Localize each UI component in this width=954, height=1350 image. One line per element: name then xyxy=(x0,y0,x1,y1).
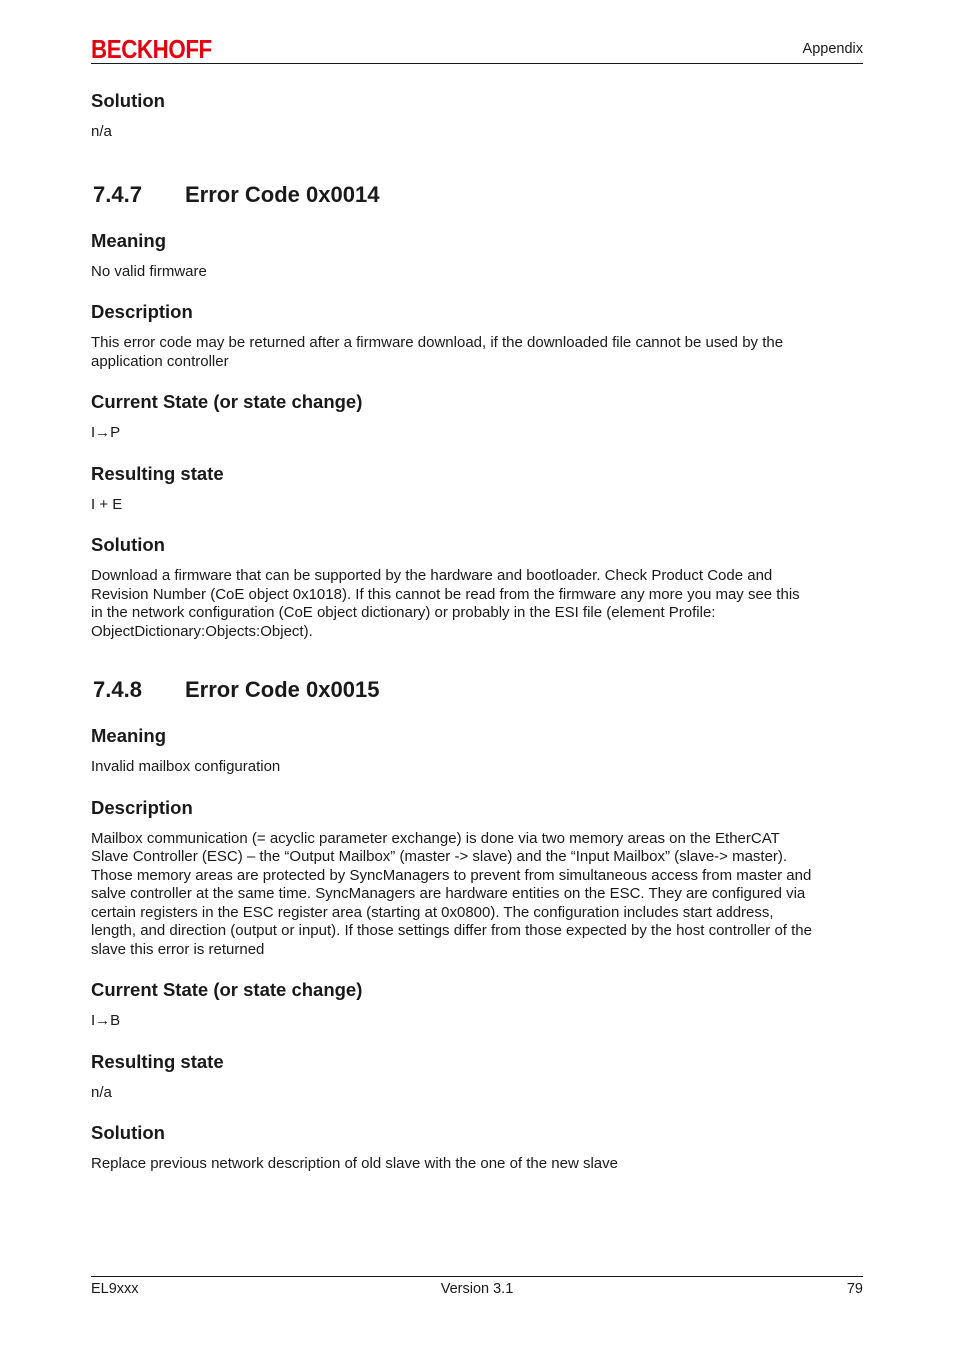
description-line: salve controller at the same time. SyncManagers are hardware entities on the ESC. They are configured via xyxy=(91,885,806,902)
solution-text: Replace previous network description of old slave with the one of the new slave xyxy=(91,1155,618,1172)
solution-line: ObjectDictionary:Objects:Object). xyxy=(91,622,313,640)
solution-line: Download a firmware that can be supported by the hardware and bootloader. Check Product Code and xyxy=(91,567,773,584)
section-title: Error Code 0x0014 xyxy=(185,181,380,207)
solution-line: in the network configuration (CoE object dictionary) or probably in the ESI file (element Profile: xyxy=(91,604,716,621)
description-line: Slave Controller (ESC) – the “Output Mailbox” (master -> slave) and the “Input Mailbox” (slave-> master). xyxy=(91,848,788,865)
meaning-text: No valid firmware xyxy=(91,262,207,280)
description-line: Mailbox communication (= acyclic parameter exchange) is done via two memory areas on the EtherCAT xyxy=(91,829,780,847)
description-heading: Description xyxy=(91,796,193,818)
resulting-state-heading: Resulting state xyxy=(91,462,224,484)
meaning-heading: Meaning xyxy=(91,229,167,251)
description-line: application controller xyxy=(91,352,229,370)
description-line: slave this error is returned xyxy=(91,940,265,958)
section-title: Error Code 0x0015 xyxy=(185,677,380,702)
current-state-text: I→B xyxy=(91,1012,121,1029)
intro-solution-text: n/a xyxy=(91,123,112,140)
description-line: length, and direction (output or input). If those settings differ from those expected by the host controller of the xyxy=(91,922,812,939)
description-line: This error code may be returned after a firmware download, if the downloaded file cannot be used by the xyxy=(91,334,784,351)
solution-heading: Solution xyxy=(91,534,165,555)
resulting-state-text: n/a xyxy=(91,1083,112,1101)
footer-rule xyxy=(91,1276,863,1277)
current-state-heading: Current State (or state change) xyxy=(91,391,363,412)
description-line: certain registers in the ESC register area (starting at 0x0800). The configuration includes start address, xyxy=(91,903,774,921)
solution-heading: Solution xyxy=(91,1122,165,1143)
meaning-heading: Meaning xyxy=(91,725,167,746)
resulting-state-heading: Resulting state xyxy=(91,1050,224,1072)
description-line: Those memory areas are protected by SyncManagers to prevent from simultaneous access from master and xyxy=(91,866,812,884)
resulting-state-text: I + E xyxy=(91,495,123,513)
section-number: 7.4.7 xyxy=(93,181,142,207)
description-heading: Description xyxy=(91,301,193,322)
footer-version: Version 3.1 xyxy=(440,1281,514,1297)
footer-page-number: 79 xyxy=(846,1281,863,1297)
solution-line: Revision Number (CoE object 0x1018). If this cannot be read from the firmware any more you may see this xyxy=(91,585,800,603)
section-number: 7.4.8 xyxy=(93,677,142,702)
current-state-heading: Current State (or state change) xyxy=(91,979,363,1000)
page-content xyxy=(91,90,863,1174)
meaning-text: Invalid mailbox configuration xyxy=(91,758,281,775)
footer-product: EL9xxx xyxy=(91,1281,139,1297)
section-7-4-7-heading xyxy=(91,182,863,208)
current-state-text: I→P xyxy=(91,424,121,441)
section-7-4-8-heading xyxy=(91,677,863,703)
header-section-label: Appendix xyxy=(802,41,863,57)
beckhoff-logo: BECKHOFF xyxy=(91,34,212,64)
header-rule xyxy=(91,63,863,64)
intro-solution-heading: Solution xyxy=(91,90,165,111)
